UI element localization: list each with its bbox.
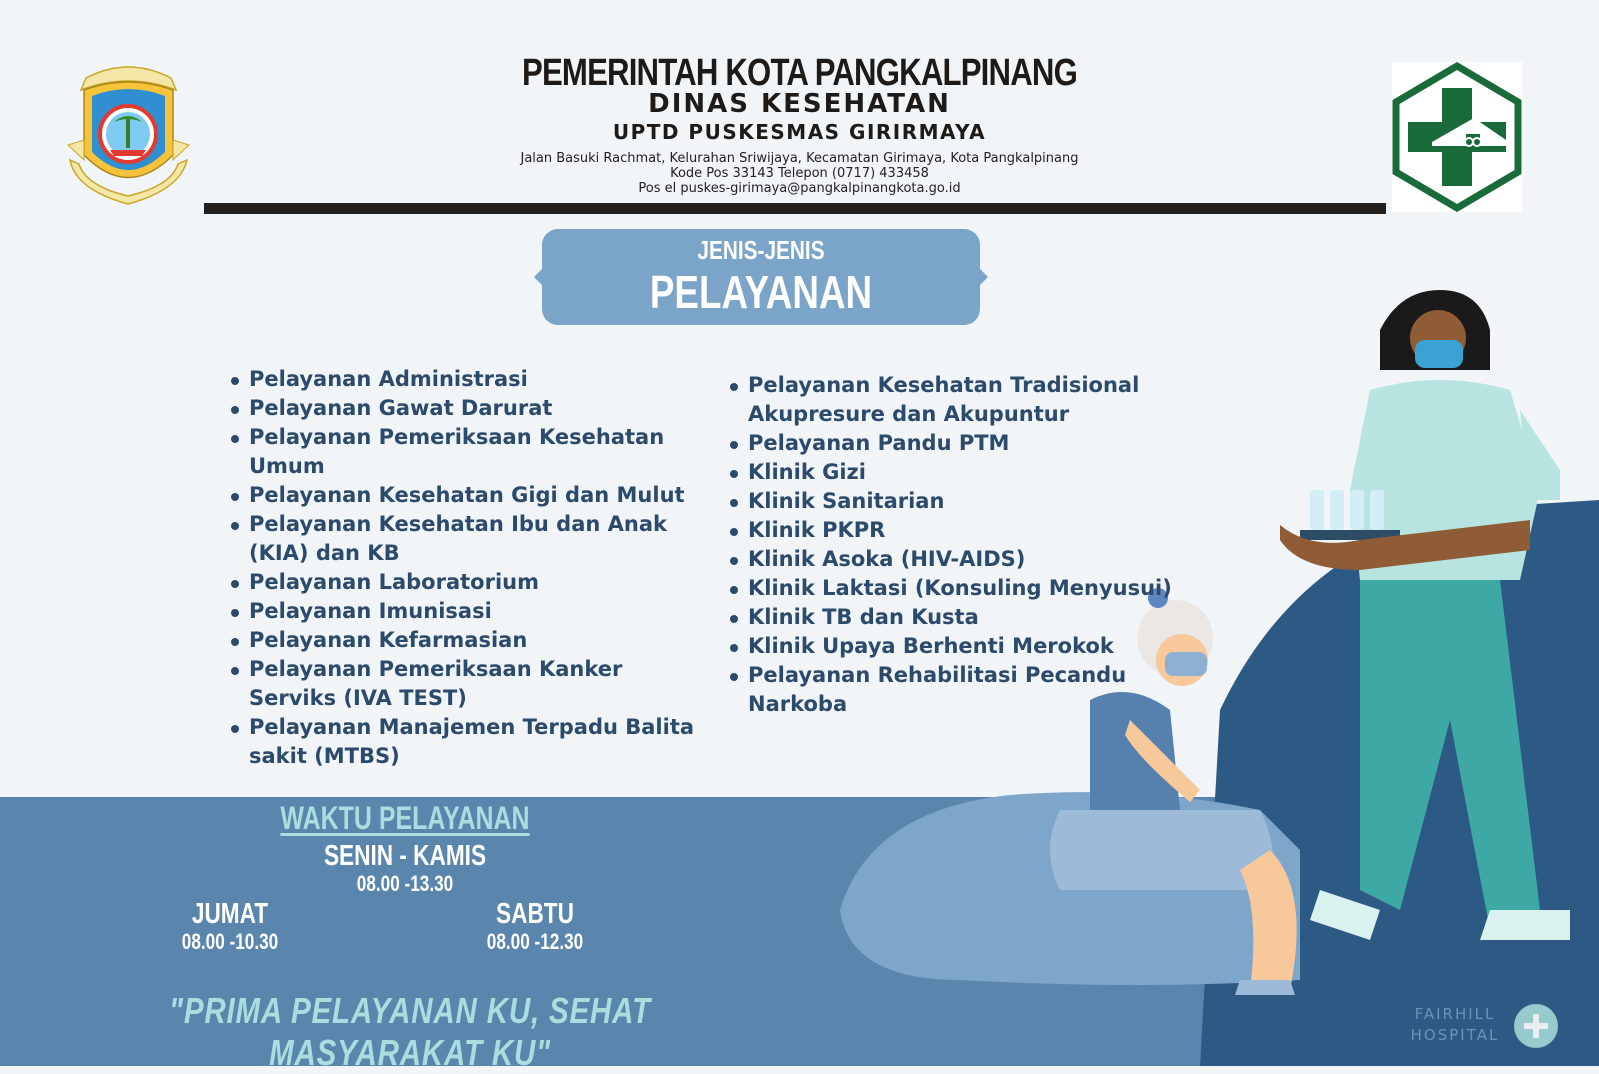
list-item: Pelayanan Pemeriksaan Kesehatan Umum <box>231 423 711 481</box>
saturday-label: SABTU <box>496 898 574 930</box>
friday-time: 08.00 -10.30 <box>181 929 279 954</box>
list-item: Pelayanan Administrasi <box>231 365 711 394</box>
weekday-label: SENIN - KAMIS <box>323 840 487 872</box>
watermark-line1: FAIRHILL <box>1414 1005 1496 1023</box>
list-item: Klinik PKPR <box>730 516 1230 545</box>
header-divider <box>204 203 1386 214</box>
list-item: Pelayanan Rehabilitasi Pecandu Narkoba <box>730 661 1230 719</box>
list-item: Klinik Gizi <box>730 458 1230 487</box>
list-item: Pelayanan Manajemen Terpadu Balita sakit (MTBS) <box>231 713 711 771</box>
email-text: Pos el puskes-girimaya@pangkalpinangkota.go.id <box>638 181 961 196</box>
government-title: PEMERINTAH KOTA PANGKALPINANG <box>522 52 1077 94</box>
list-item: Klinik Laktasi (Konsuling Menyusui) <box>730 574 1230 603</box>
services-list-left <box>231 365 711 771</box>
weekday-time: 08.00 -13.30 <box>356 871 454 896</box>
watermark-line2: HOSPITAL <box>1410 1026 1500 1044</box>
plus-icon <box>1514 1004 1558 1048</box>
fairhill-watermark <box>1400 1004 1510 1046</box>
list-item: Pelayanan Kesehatan Tradisional Akupresure dan Akupuntur <box>730 371 1230 429</box>
address-text: Jalan Basuki Rachmat, Kelurahan Sriwijaya, Kecamatan Girimaya, Kota Pangkalpinang <box>520 151 1079 166</box>
saturday-time: 08.00 -12.30 <box>486 929 584 954</box>
list-item: Pelayanan Imunisasi <box>231 597 711 626</box>
services-title-small: JENIS-JENIS <box>697 235 825 265</box>
list-item: Pelayanan Gawat Darurat <box>231 394 711 423</box>
list-item: Pelayanan Kesehatan Ibu dan Anak (KIA) dan KB <box>231 510 711 568</box>
list-item: Pelayanan Kesehatan Gigi dan Mulut <box>231 481 711 510</box>
title-notch-left <box>534 269 542 285</box>
puskesmas-title: UPTD PUSKESMAS GIRIRMAYA <box>612 120 987 144</box>
list-item: Pelayanan Pandu PTM <box>730 429 1230 458</box>
list-item: Klinik Sanitarian <box>730 487 1230 516</box>
list-item: Klinik Asoka (HIV-AIDS) <box>730 545 1230 574</box>
postal-phone-text: Kode Pos 33143 Telepon (0717) 433458 <box>670 166 929 181</box>
title-notch-right <box>980 269 988 285</box>
friday-label: JUMAT <box>191 898 269 930</box>
list-item: Pelayanan Laboratorium <box>231 568 711 597</box>
schedule-title: WAKTU PELAYANAN <box>280 800 530 836</box>
department-title: DINAS KESEHATAN <box>648 89 951 119</box>
list-item: Klinik TB dan Kusta <box>730 603 1230 632</box>
list-item: Pelayanan Pemeriksaan Kanker Serviks (IVA TEST) <box>231 655 711 713</box>
list-item: Klinik Upaya Berhenti Merokok <box>730 632 1230 661</box>
list-item: Pelayanan Kefarmasian <box>231 626 711 655</box>
services-list-right <box>730 371 1230 719</box>
motto-text: "PRIMA PELAYANAN KU, SEHAT MASYARAKAT KU" <box>169 990 651 1073</box>
services-title-big: PELAYANAN <box>649 266 873 318</box>
